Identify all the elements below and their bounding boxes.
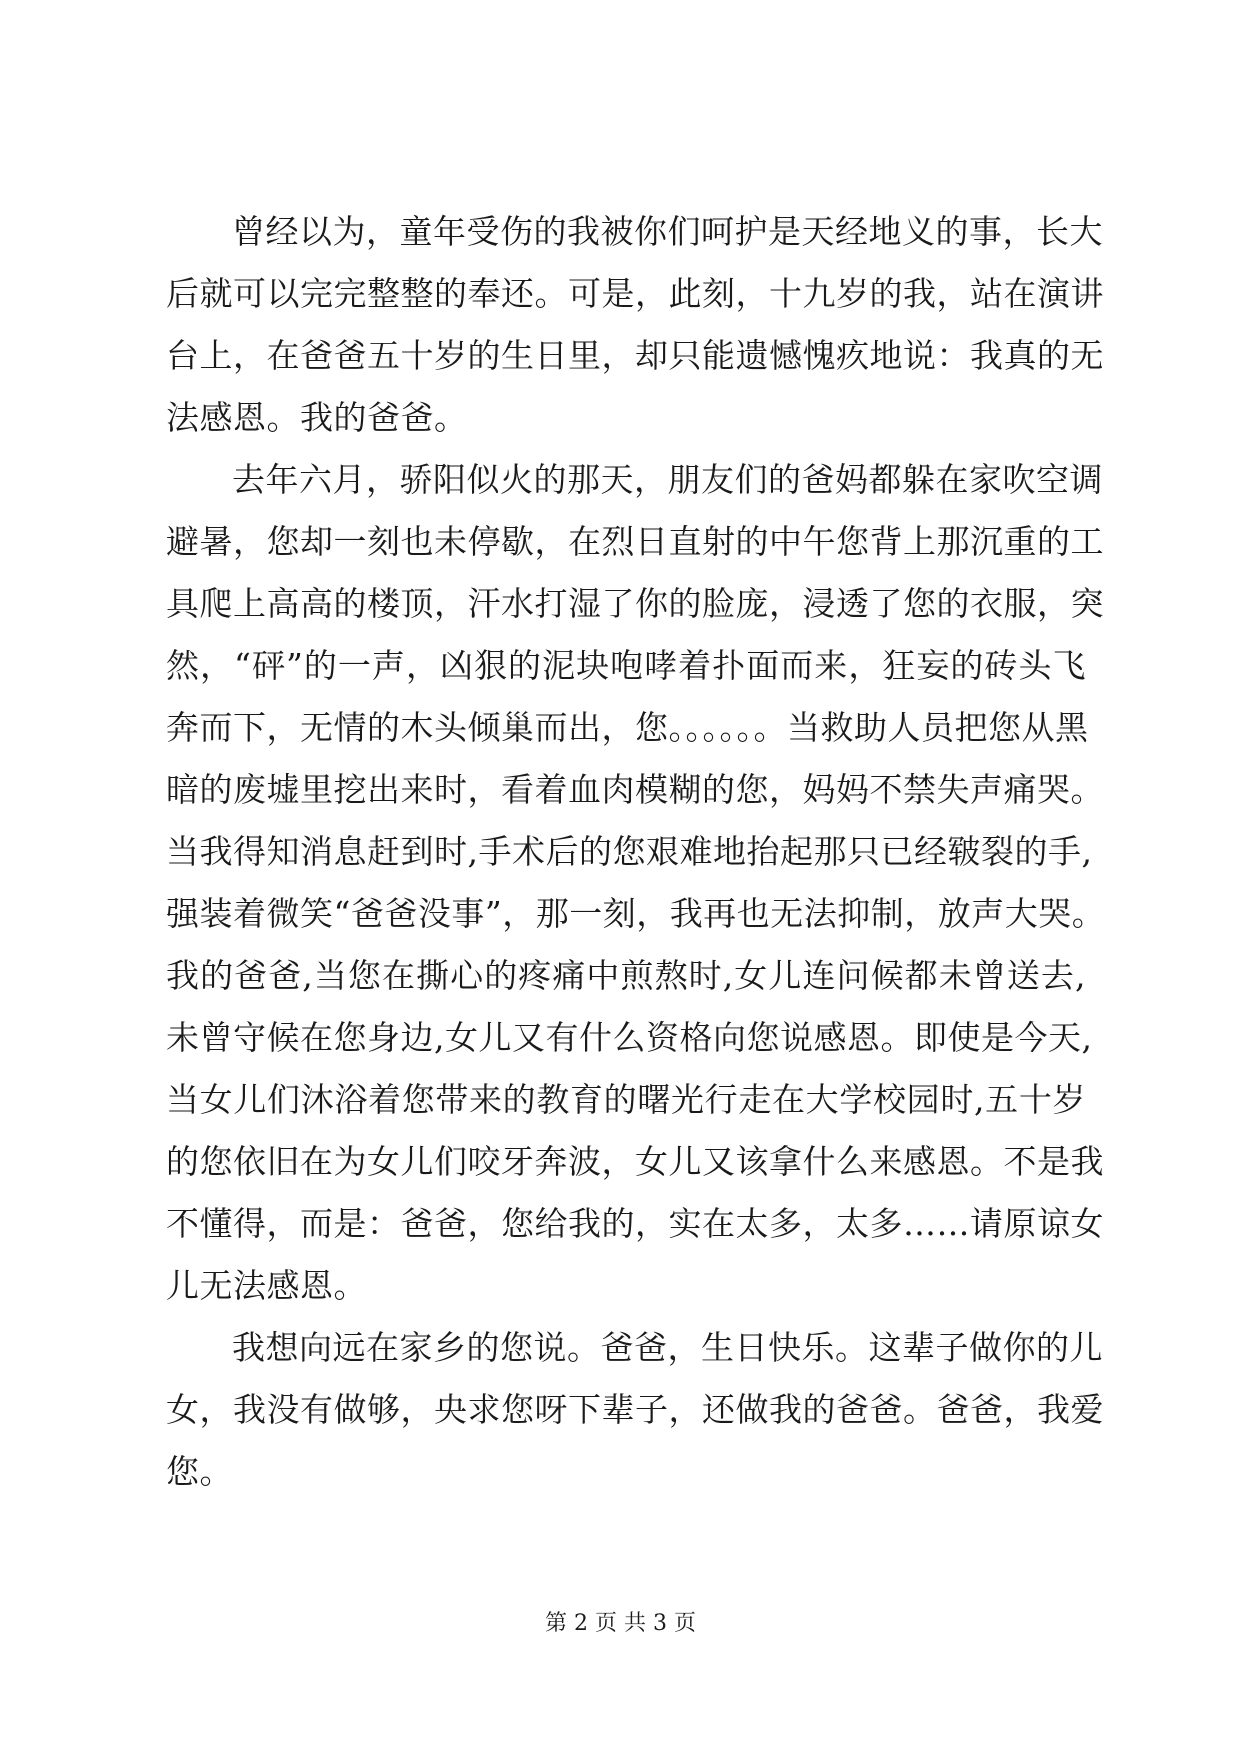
paragraph-1-line-3: 台上，在爸爸五十岁的生日里，却只能遗憾愧疚地说：我真的无 bbox=[166, 336, 1104, 375]
paragraph-2-line-8: 强装着微笑“爸爸没事”，那一刻，我再也无法抑制，放声大哭。 bbox=[166, 894, 1106, 933]
paragraph-2-line-3: 具爬上高高的楼顶，汗水打湿了你的脸庞，浸透了您的衣服，突 bbox=[166, 584, 1104, 623]
paragraph-3-line-1: 我想向远在家乡的您说。爸爸，生日快乐。这辈子做你的儿 bbox=[232, 1328, 1103, 1367]
paragraph-1-line-1: 曾经以为，童年受伤的我被你们呵护是天经地义的事，长大 bbox=[232, 212, 1103, 251]
paragraph-2-line-13: 不懂得，而是：爸爸，您给我的，实在太多，太多……请原谅女 bbox=[166, 1204, 1104, 1243]
paragraph-2-line-7: 当我得知消息赶到时,手术后的您艰难地抬起那只已经皲裂的手, bbox=[166, 832, 1093, 871]
paragraph-2-line-12: 的您依旧在为女儿们咬牙奔波，女儿又该拿什么来感恩。不是我 bbox=[166, 1142, 1104, 1181]
paragraph-2-line-4: 然，“砰”的一声，凶狠的泥块咆哮着扑面而来，狂妄的砖头飞 bbox=[166, 646, 1086, 685]
paragraph-2-line-10: 未曾守候在您身边,女儿又有什么资格向您说感恩。即使是今天, bbox=[166, 1018, 1093, 1057]
paragraph-3-line-3: 您。 bbox=[166, 1452, 233, 1491]
paragraph-2-line-2: 避暑，您却一刻也未停歇，在烈日直射的中午您背上那沉重的工 bbox=[166, 522, 1104, 561]
paragraph-2-line-5: 奔而下，无情的木头倾巢而出，您。。。。。。当救助人员把您从黑 bbox=[166, 708, 1089, 747]
page-number-footer: 第 2 页 共 3 页 bbox=[545, 1611, 696, 1636]
paragraph-2-line-9: 我的爸爸,当您在撕心的疼痛中煎熬时,女儿连问候都未曾送去, bbox=[166, 956, 1086, 995]
paragraph-1-line-4: 法感恩。我的爸爸。 bbox=[166, 398, 468, 437]
paragraph-1-line-2: 后就可以完完整整的奉还。可是，此刻，十九岁的我，站在演讲 bbox=[166, 274, 1104, 313]
paragraph-3-line-2: 女，我没有做够，央求您呀下辈子，还做我的爸爸。爸爸，我爱 bbox=[166, 1390, 1104, 1429]
paragraph-2-line-1: 去年六月，骄阳似火的那天，朋友们的爸妈都躲在家吹空调 bbox=[232, 460, 1103, 499]
paragraph-2-line-14: 儿无法感恩。 bbox=[166, 1266, 367, 1305]
paragraph-2-line-6: 暗的废墟里挖出来时，看着血肉模糊的您，妈妈不禁失声痛哭。 bbox=[166, 770, 1104, 809]
paragraph-2-line-11: 当女儿们沐浴着您带来的教育的曙光行走在大学校园时,五十岁 bbox=[166, 1080, 1086, 1119]
